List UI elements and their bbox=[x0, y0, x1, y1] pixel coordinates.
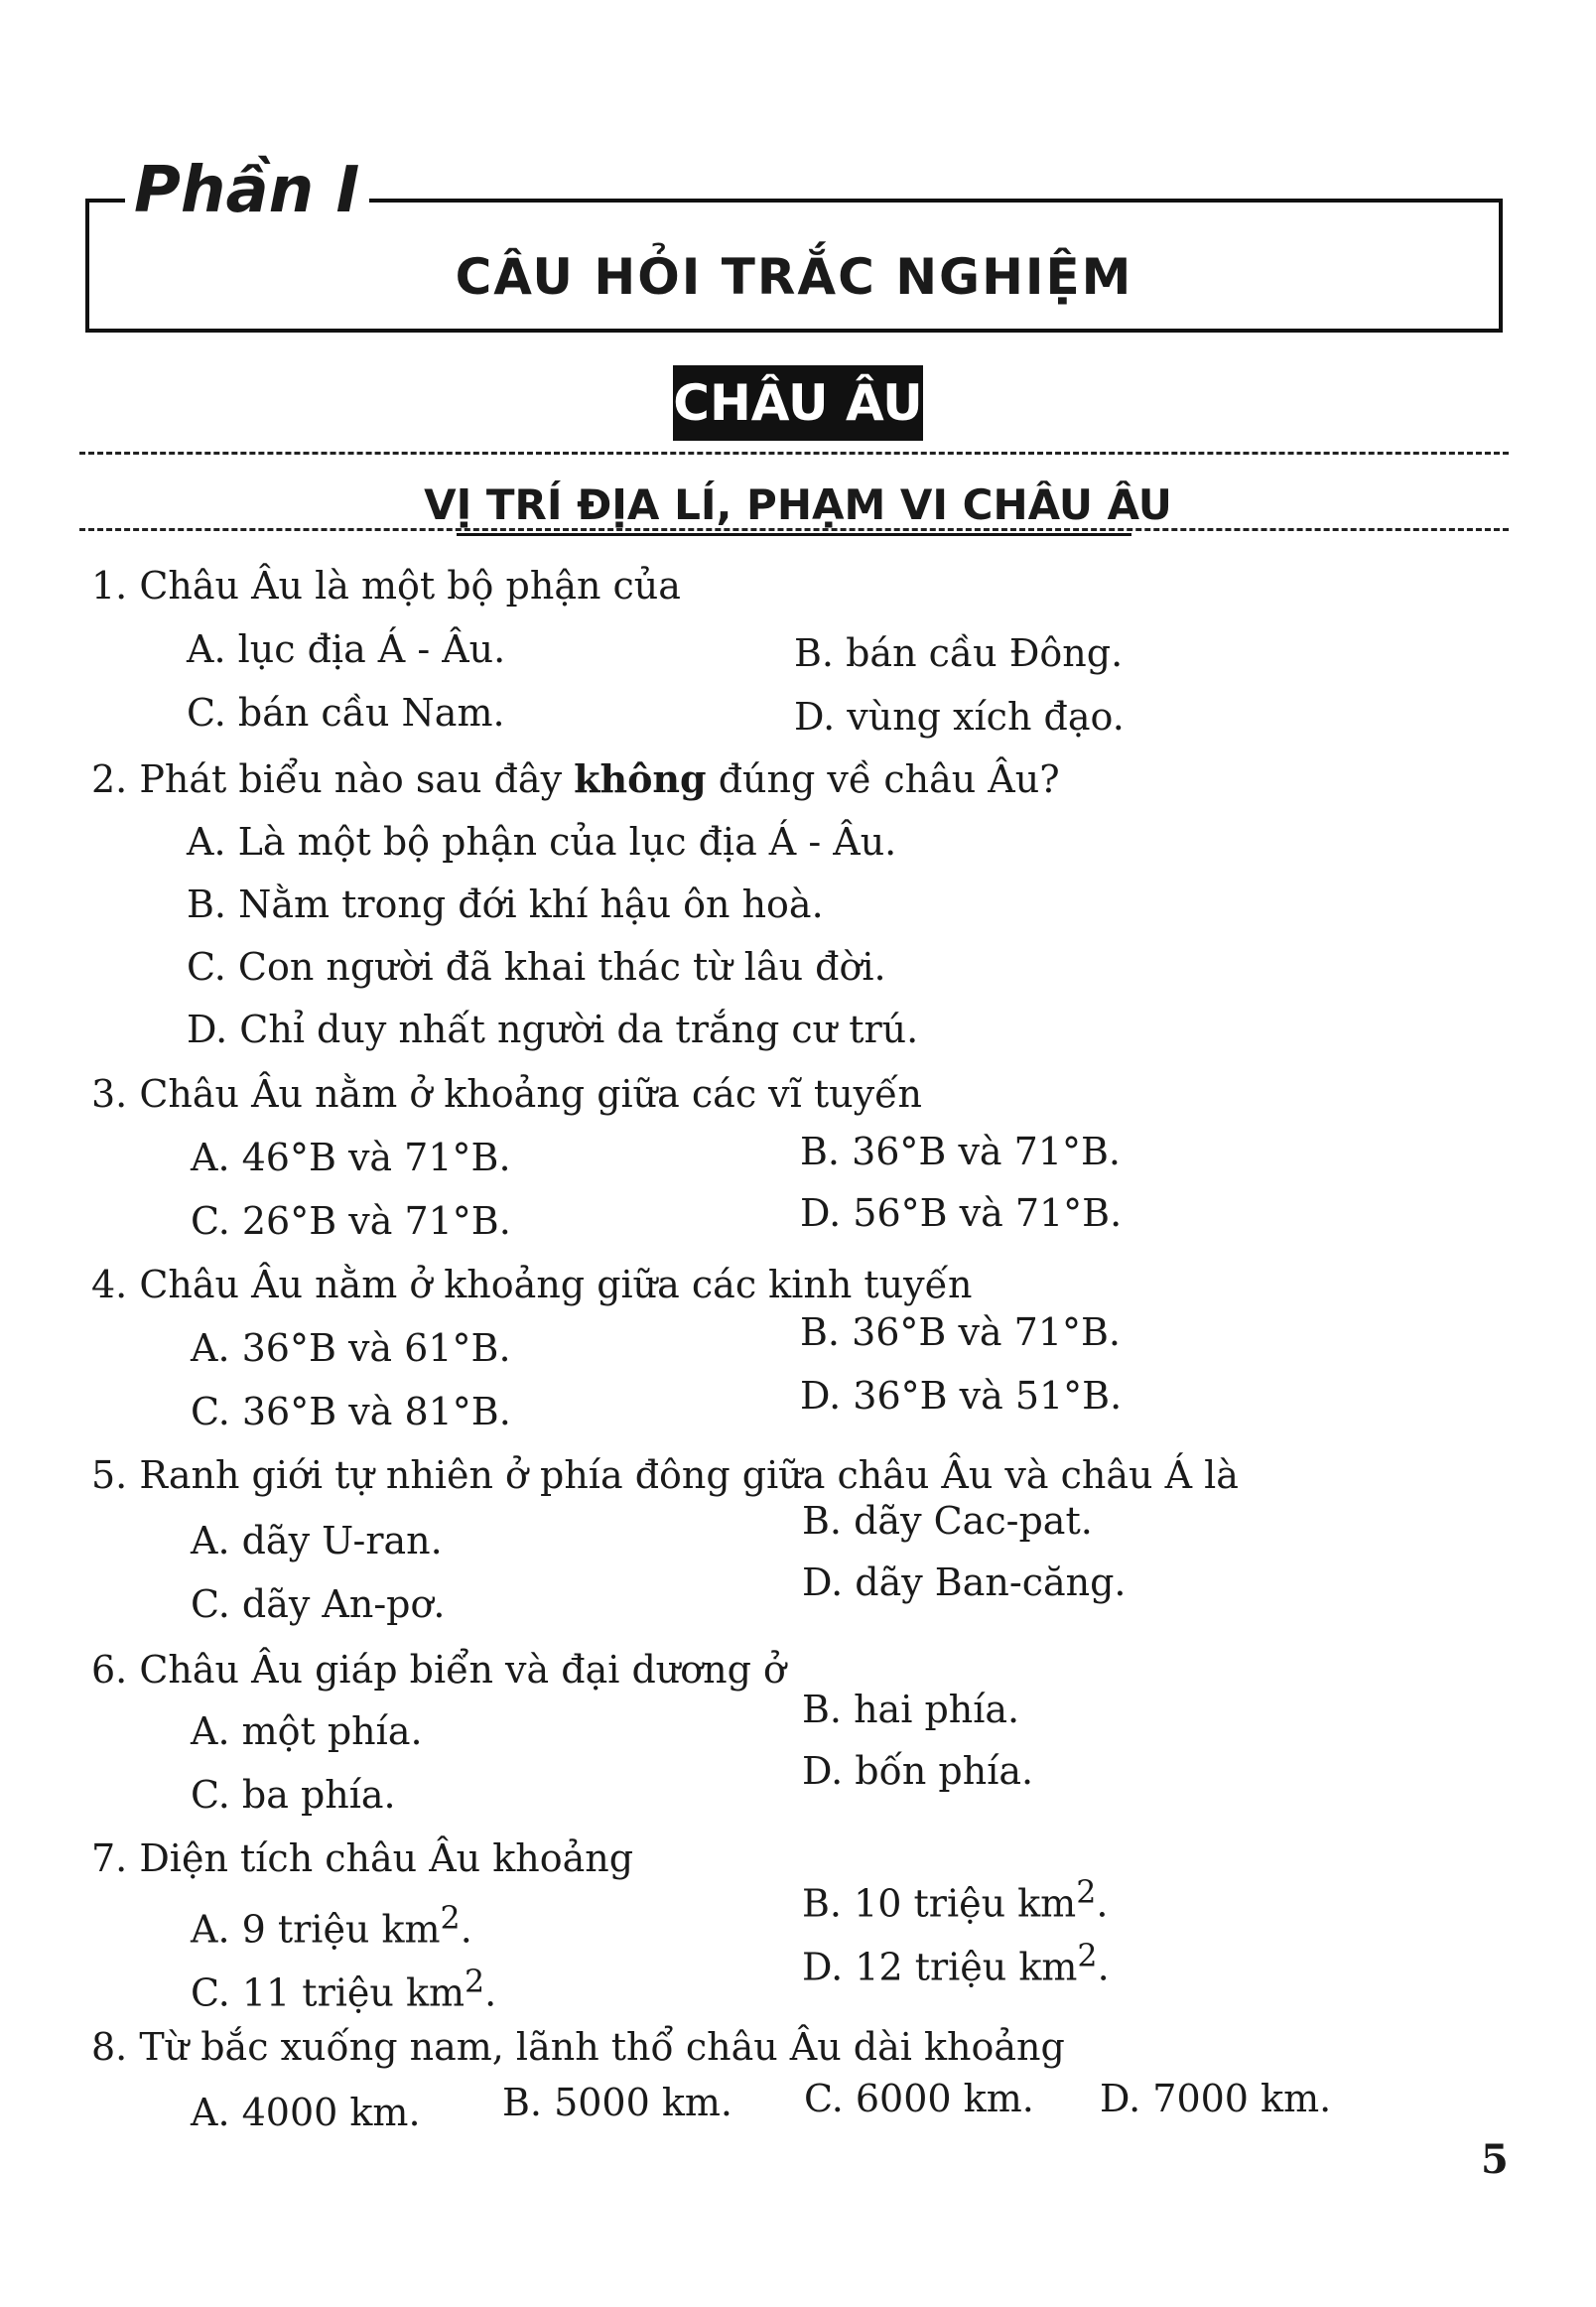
question-2-option-a: A. Là một bộ phận của lục địa Á - Âu. bbox=[187, 820, 897, 864]
subsection-underline bbox=[457, 533, 1131, 536]
question-6-stem: 6. Châu Âu giáp biển và đại dương ở bbox=[91, 1648, 786, 1692]
frame-border-top-right bbox=[369, 199, 1503, 203]
question-2-option-b: B. Nằm trong đới khí hậu ôn hoà. bbox=[187, 882, 824, 926]
question-5-option-c: C. dãy An-pơ. bbox=[191, 1582, 446, 1626]
question-6-option-d: D. bốn phía. bbox=[802, 1749, 1034, 1793]
unit-superscript: 2 bbox=[440, 1901, 461, 1937]
unit-superscript: 2 bbox=[1076, 1875, 1097, 1911]
question-4-option-d: D. 36°B và 51°B. bbox=[800, 1374, 1123, 1418]
question-2-stem bbox=[91, 756, 1060, 803]
question-8-option-a: A. 4000 km. bbox=[191, 2091, 421, 2134]
question-8-stem: 8. Từ bắc xuống nam, lãnh thổ châu Âu dài khoảng bbox=[91, 2025, 1065, 2069]
dashed-divider-bottom bbox=[79, 528, 1509, 531]
question-7-option-b-text: B. 10 triệu km bbox=[802, 1881, 1077, 1926]
question-1-option-c: C. bán cầu Nam. bbox=[187, 691, 505, 735]
question-1-option-d: D. vùng xích đạo. bbox=[794, 695, 1125, 739]
question-1-stem: 1. Châu Âu là một bộ phận của bbox=[91, 564, 681, 608]
continent-heading: CHÂU ÂU bbox=[673, 365, 923, 441]
question-3-stem: 3. Châu Âu nằm ở khoảng giữa các vĩ tuyến bbox=[91, 1072, 922, 1116]
question-8-option-c: C. 6000 km. bbox=[804, 2077, 1034, 2120]
question-2-option-c: C. Con người đã khai thác từ lâu đời. bbox=[187, 945, 886, 989]
question-7-option-a-text: A. 9 triệu km bbox=[191, 1907, 441, 1952]
subsection-title: VỊ TRÍ ĐỊA LÍ, PHẠM VI CHÂU ÂU bbox=[424, 480, 1172, 529]
question-5-option-d: D. dãy Ban-căng. bbox=[802, 1561, 1127, 1604]
question-8-option-d: D. 7000 km. bbox=[1100, 2077, 1332, 2120]
question-7-option-a: A. 9 triệu $km^2$. bbox=[191, 1901, 472, 1952]
question-1-option-a: A. lục địa Á - Âu. bbox=[187, 627, 506, 671]
question-4-stem: 4. Châu Âu nằm ở khoảng giữa các kinh tuyến bbox=[91, 1263, 973, 1306]
question-6-option-a: A. một phía. bbox=[191, 1709, 423, 1753]
question-6-option-c: C. ba phía. bbox=[191, 1773, 396, 1817]
question-2-option-d: D. Chỉ duy nhất người da trắng cư trú. bbox=[187, 1008, 919, 1051]
section-title: CÂU HỎI TRẮC NGHIỆM bbox=[455, 248, 1133, 306]
question-2-stem-start: 2. Phát biểu nào sau đây bbox=[91, 757, 575, 801]
page-number: 5 bbox=[1481, 2136, 1509, 2183]
question-4-option-b: B. 36°B và 71°B. bbox=[800, 1310, 1121, 1354]
question-7-option-c: C. 11 triệu $km^2$. bbox=[191, 1965, 497, 2015]
question-3-option-b: B. 36°B và 71°B. bbox=[800, 1130, 1121, 1173]
question-1-option-b: B. bán cầu Đông. bbox=[794, 631, 1124, 675]
question-4-option-a: A. 36°B và 61°B. bbox=[191, 1326, 511, 1370]
question-5-option-b: B. dãy Cac-pat. bbox=[802, 1499, 1093, 1543]
question-7-option-b: B. 10 triệu $km^2$. bbox=[802, 1875, 1109, 1926]
question-3-option-a: A. 46°B và 71°B. bbox=[191, 1136, 511, 1179]
question-6-option-b: B. hai phía. bbox=[802, 1688, 1020, 1731]
question-7-option-c-text: C. 11 triệu km bbox=[191, 1970, 466, 2015]
question-3-option-d: D. 56°B và 71°B. bbox=[800, 1191, 1123, 1235]
question-7-stem: 7. Diện tích châu Âu khoảng bbox=[91, 1836, 634, 1880]
frame-border-top-left bbox=[85, 199, 125, 203]
question-5-stem: 5. Ranh giới tự nhiên ở phía đông giữa châu Âu và châu Á là bbox=[91, 1453, 1239, 1497]
question-2-stem-emphasis: không bbox=[574, 756, 707, 801]
question-8-option-b: B. 5000 km. bbox=[502, 2081, 733, 2124]
frame-border-bottom bbox=[85, 329, 1503, 333]
dashed-divider-top bbox=[79, 452, 1509, 455]
question-4-option-c: C. 36°B và 81°B. bbox=[191, 1390, 511, 1433]
unit-superscript: 2 bbox=[465, 1965, 485, 2000]
question-2-stem-end: đúng về châu Âu? bbox=[706, 757, 1060, 801]
question-7-option-d: D. 12 triệu $km^2$. bbox=[802, 1939, 1110, 1989]
question-7-option-d-text: D. 12 triệu km bbox=[802, 1945, 1078, 1989]
part-label: Phần I bbox=[134, 154, 360, 227]
question-3-option-c: C. 26°B và 71°B. bbox=[191, 1199, 511, 1243]
question-5-option-a: A. dãy U-ran. bbox=[191, 1519, 443, 1562]
unit-superscript: 2 bbox=[1077, 1939, 1098, 1974]
